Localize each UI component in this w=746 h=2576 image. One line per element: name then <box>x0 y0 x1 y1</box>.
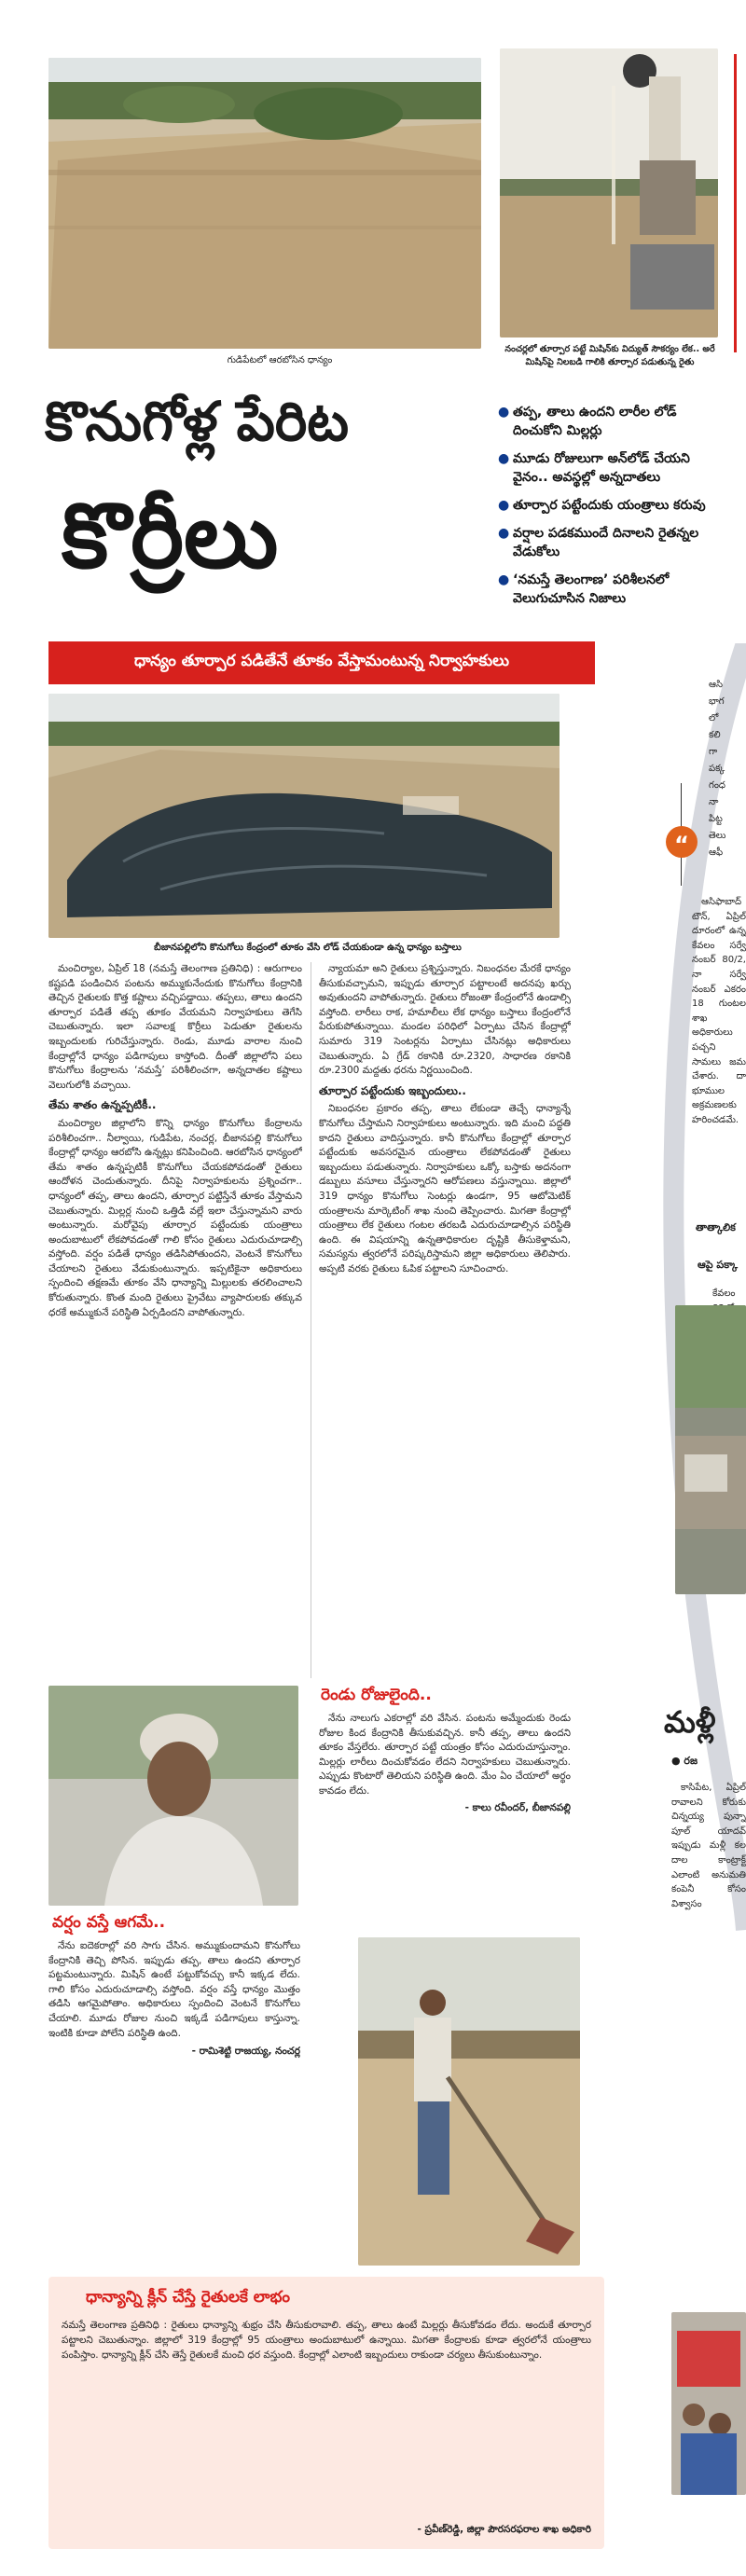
strip-paragraph: ఆసిఫాబాద్ టౌన్, ఏప్రిల్ దూరంలో ఉన్న కేవలం సర్వే నంబర్ 80/2, నా సర్వే నంబర్ ఎకరం 18 గుంటల శాఖ అధికారులు పచ్చని సామలు జమ చేశారు. దా భూముల అక్రమణలకు హరించడమే. <box>692 897 746 1125</box>
article-paragraph: మంచిర్యాల జిల్లాలోని కొన్ని ధాన్యం కొనుగోలు కేంద్రాలను పరిశీలించగా.. నీల్వాయి, గుడిపేట, నంచర్ల, బీజానపల్లి కొనుగోలు కేంద్రాల్లో ధాన్యం ఆరబోసి ఉన్నట్లు కనిపించింది. ఆరబోసిన ధాన్యంలో తేమ శాతం ఉన్నప్పటికీ కొనుగోలు చేయకపోవడంతో రైతులు ఆందోళన చెందుతున్నారు. దీనిపై నిర్వాహకులను ప్రశ్నించగా.. ధాన్యంలో తప్ప, తాలు ఉందని, తూర్పార పట్టిస్తేనే తూకం వేస్తామని చెబుతున్నారు. మిల్లర్ల నుంచి ఒత్తిడి వల్లే ఇలా చేస్తున్నామని వారు అంటున్నారు. మరోవైపు తూర్పార పట్టేందుకు యంత్రాలు అందుబాటులో లేకపోవడంతో గాలి కోసం రైతులు ఎదురుచూడాల్సి వస్తోంది. వర్షం పడితే ధాన్యం తడిసిపోతుందని, వెంటనే కొనుగోలు చేయాలని రైతులు వేడుకుంటున్నారు. ఇప్పటికైనా అధికారులు స్పందించి తక్షణమే తూకం వేసి ధాన్యాన్ని మిల్లులకు తరలించాలని కోరుతున్నారు. కొంత మంది రైతులు ప్రైవేటు వ్యాపారులకు తక్కువ ధరకే అమ్ముకునే పరిస్థితి ఏర్పడిందని వాపోతున్నారు. <box>48 1117 302 1318</box>
article-paragraph: మంచిర్యాల, ఏప్రిల్ 18 (నమస్తే తెలంగాణ ప్రతినిధి) : ఆరుగాలం కష్టపడి పండించిన పంటను అమ్ముకునేందుకు కొనుగోలు కేంద్రానికి తెచ్చిన రైతులకు కొత్త కష్టాలు వచ్చిపడ్డాయి. తప్పలు, తాలు ఉందని తూర్పార పడితే తప్ప తూకం వేయమని నిర్వాహకులు తెగేసి చెబుతున్నారు. ఇలా సవాలక్ష కొర్రీలు పెడుతూ రైతులను ఇబ్బందులకు గురిచేస్తున్నారు. రెండు, మూడు వారాల నుంచి కేంద్రాల్లోనే ధాన్యం పడిగాపులు కాస్తోంది. దీంతో జిల్లాలోని పలు కొనుగోలు కేంద్రాలను ‘నమస్తే’ పరిశీలించగా, అన్నదాతల కష్టాలు వెలుగులోకి వచ్చాయి. <box>48 963 302 1091</box>
photo-dried-grain-field <box>48 58 481 349</box>
photo-caption-3: బీజానపల్లిలోని కొనుగోలు కేంద్రంలో తూకం వేసి లోడ్ చేయకుండా ఉన్న ధాన్యం బస్తాలు <box>154 943 462 953</box>
story-1-byline: - రామిశెట్టి రాజయ్య, నంచర్ల <box>191 2046 300 2058</box>
photo-farmer-winnowing <box>500 48 718 337</box>
bullet-item: ● వర్షాల పడకముందే దినాలని రైతన్నల వేడుకోలు <box>498 526 699 559</box>
official-quote-box <box>48 2277 604 2549</box>
photo-caption-2: నంచర్లలో తూర్పార పట్టే మిషిన్‌కు విద్యుత్ సౌకర్యం లేక.. అరే మిషిన్‌పై నిలబడి గాలికి తూర్పార పడుతున్న రైతు <box>504 344 715 367</box>
article-paragraph: న్యాయమా అని రైతులు ప్రశ్నిస్తున్నారు. నిబంధనల మేరకే ధాన్యం తీసుకువచ్చామని, ఇప్పుడు తూర్పార పట్టాలంటే అదనపు ఖర్చు అవుతుందని వాపోతున్నారు. రైతులు రోజంతా కేంద్రంలోనే ఉండాల్సి వస్తోంది. లారీలు రాక, హమాలీలు లేక ధాన్యం బస్తాలు కేంద్రంలోనే పేరుకుపోతున్నాయి. మండల పరిధిలో ఏర్పాటు చేసిన కేంద్రాల్లో సుమారు 319 సెంటర్లను ఏర్పాటు చేసినట్లు అధికారులు చెబుతున్నారు. ఏ గ్రేడ్ రకానికి రూ.2320, సాధారణ రకానికి రూ.2300 మద్దతు ధరను నిర్ణయించింది. <box>319 963 571 1077</box>
story-2-text: నేను నాలుగు ఎకరాల్లో వరి వేసిన. పంటను అమ్మేందుకు రెండు రోజుల కింద కేంద్రానికి తీసుకువచ్చిన. కానీ తప్ప, తాలు ఉందని తూకం వేస్తలేరు. తూర్పార పట్టే యంత్రం కోసం ఎదురుచూస్తున్నాం. మిల్లర్లు లారీలు దించుకోవడం లేదని నిర్వాహకులు చెబుతున్నారు. ఎప్పుడు కొంటారో తెలియని పరిస్థితి ఉంది. మేం ఏం చేయాలో అర్థం కావడం లేదు. - కాలు రవీందర్, బీజానపల్లి <box>319 1712 571 1898</box>
photo-grain-bags-tarp <box>48 694 560 938</box>
photo-caption-1: గుడిపేటలో ఆరబోసిన ధాన్యం <box>227 355 333 365</box>
subheadline-bar <box>48 641 595 684</box>
strip-subhead-2: ఆపై పక్కా <box>698 1259 739 1271</box>
strip-bottom-headline: మళ్లీ <box>664 1704 716 1740</box>
headline-line-1: కొనుగోళ్ల పేరిట <box>45 390 350 453</box>
story-1-text: నేను ఐదెకరాల్లో వరి సాగు చేసిన. అమ్ముకుందామని కొనుగోలు కేంద్రానికి తెచ్చి పోసిన. ఇప్పుడు తప్ప, తాలు ఉందని తూర్పార పట్టమంటున్నారు. మిషిన్ ఉంటే పట్టుకోవచ్చు కానీ ఇక్కడ లేదు. గాలి కోసం ఎదురుచూడాల్సి వస్తోంది. వర్షం వస్తే ధాన్యం మొత్తం తడిసి ఆగమైపోతాం. అధికారులు స్పందించి వెంటనే కొనుగోలు చేయాలి. మూడు రోజుల నుంచి ఇక్కడే పడిగాపులు కాస్తున్నా. ఇంటికి కూడా పోలేని పరిస్థితి ఉంది. - రామిశెట్టి రాజయ్య, నంచర్ల <box>48 1939 300 2266</box>
bullet-item: ● తూర్పార పట్టేందుకు యంత్రాలు కరువు <box>498 498 706 513</box>
story-2-heading: రెండు రోజులైంది.. <box>321 1686 432 1704</box>
highlight-bullets <box>498 403 712 617</box>
strip-subhead: తాత్కాలిక <box>696 1221 736 1233</box>
strip-bottom-text: కాసిపేట, ఏప్రిల్ రావాలని కోరుకు చిన్నయ్య పున్నా పూల్ యాదవ్ ఇప్పుడు మళ్లీ కల దాల కాంట్రాక్ట్ ఎలాంటి అనుమతి కంపెనీ కోసం విశ్వాసం <box>671 1783 746 1909</box>
subheadline-text: ధాన్యం తూర్పార పడితేనే తూకం వేస్తామంటున్న నిర్వాహకులు <box>133 652 510 670</box>
photo-farmer-2 <box>358 1937 580 2266</box>
strip-mid-text: కేవలం <box>712 1288 736 1299</box>
article-subhead: తేమ శాతం ఉన్నప్పటికీ.. <box>48 1098 157 1112</box>
story-1-heading: వర్షం వస్తే ఆగమే.. <box>52 1913 166 1932</box>
strip-photo <box>675 1305 746 1594</box>
article-mid-column <box>319 962 571 1671</box>
official-quote-text: నమస్తే తెలంగాణ ప్రతినిధి : రైతులు ధాన్యాన్ని శుభ్రం చేసి తీసుకురావాలి. తప్ప, తాలు ఉంటే మిల్లర్లు తీసుకోవడం లేదు. అందుకే తూర్పార పట్టాలని చెబుతున్నాం. జిల్లాలో 319 కేంద్రాల్లో 95 యంత్రాలు అందుబాటులో ఉన్నాయి. మిగతా కేంద్రాలకు కూడా త్వరలోనే యంత్రాలు పంపిస్తాం. ధాన్యాన్ని క్లీన్ చేసి తెస్తే రైతులకే మంచి ధర వస్తుంది. కేంద్రాల్లో ఎలాంటి ఇబ్బందులు రాకుండా చర్యలు తీసుకుంటున్నాం. <box>62 2320 591 2361</box>
story-2-byline: - కాలు రవీందర్, బీజానపల్లి <box>464 1801 571 1813</box>
article-paragraph: నిబంధనల ప్రకారం తప్ప, తాలు లేకుండా తెచ్చే ధాన్యాన్నే కొనుగోలు చేస్తామని నిర్వాహకులు అంటున్నారు. ఇది మంచి పద్ధతి కాదని రైతులు వాదిస్తున్నారు. కానీ కొనుగోలు కేంద్రాల్లో తూర్పార పట్టేందుకు అవసరమైన యంత్రాలు లేకపోవడంతో రైతులు ఇబ్బందులు పడుతున్నారు. నిర్వాహకులు ఒక్కో బస్తాకు అదనంగా డబ్బులు వసూలు చేస్తున్నారని ఆరోపణలు వస్తున్నాయి. జిల్లాలో 319 ధాన్యం కొనుగోలు సెంటర్లు ఉండగా, 95 ఆటోమెటిక్ యంత్రాలను మార్కెటింగ్ శాఖ నుంచి తెప్పించారు. మిగతా కేంద్రాల్లో యంత్రాలు లేక రైతులు గంటల తరబడి ఎదురుచూడాల్సిన పరిస్థితి ఉంది. ఈ విషయాన్ని ఉన్నతాధికారుల దృష్టికి తీసుకెళ్తామని, సమస్యను త్వరలోనే పరిష్కరిస్తామని జిల్లా అధికారులు తెలిపారు. అప్పటి వరకు రైతులు ఓపిక పట్టాలని సూచించారు. <box>319 1103 571 1274</box>
quote-icon: “ <box>666 826 698 858</box>
article-subhead: తూర్పార పట్టేందుకు ఇబ్బందులు.. <box>319 1083 466 1097</box>
photo-farmer-1 <box>48 1686 298 1906</box>
strip-lines: ఆసి భాగ లో కలి గా పక్క గంధ నా పిట్ట తెలు ఆఫీ <box>709 680 726 858</box>
strip-bottom-dot: ● రజ <box>671 1755 698 1767</box>
red-edge-marker <box>734 54 742 352</box>
bullet-item: ● తప్ప, తాలు ఉందని లారీల లోడ్ దించుకోని మిల్లర్లు <box>498 405 677 438</box>
strip-bottom-photo <box>671 2312 746 2495</box>
article-left-column <box>48 962 302 1678</box>
bullet-item: ● ‘నమస్తే తెలంగాణ’ పరిశీలనలో వెలుగుచూసిన నిజాలు <box>498 572 670 606</box>
headline-line-2: కొర్రీలు <box>62 484 279 588</box>
official-quote-byline: - ప్రవీణ్‌రెడ్డి, జిల్లా పౌరసరఫరాల శాఖ అధికారి <box>417 2524 591 2535</box>
next-article-strip <box>619 643 746 2576</box>
official-quote-heading: ధాన్యాన్ని క్లీన్ చేస్తే రైతులకే లాభం <box>86 2288 290 2307</box>
bullet-item: ● మూడు రోజులుగా అన్‌లోడ్ చేయని వైనం.. అవస్థల్లో అన్నదాతలు <box>498 451 690 485</box>
